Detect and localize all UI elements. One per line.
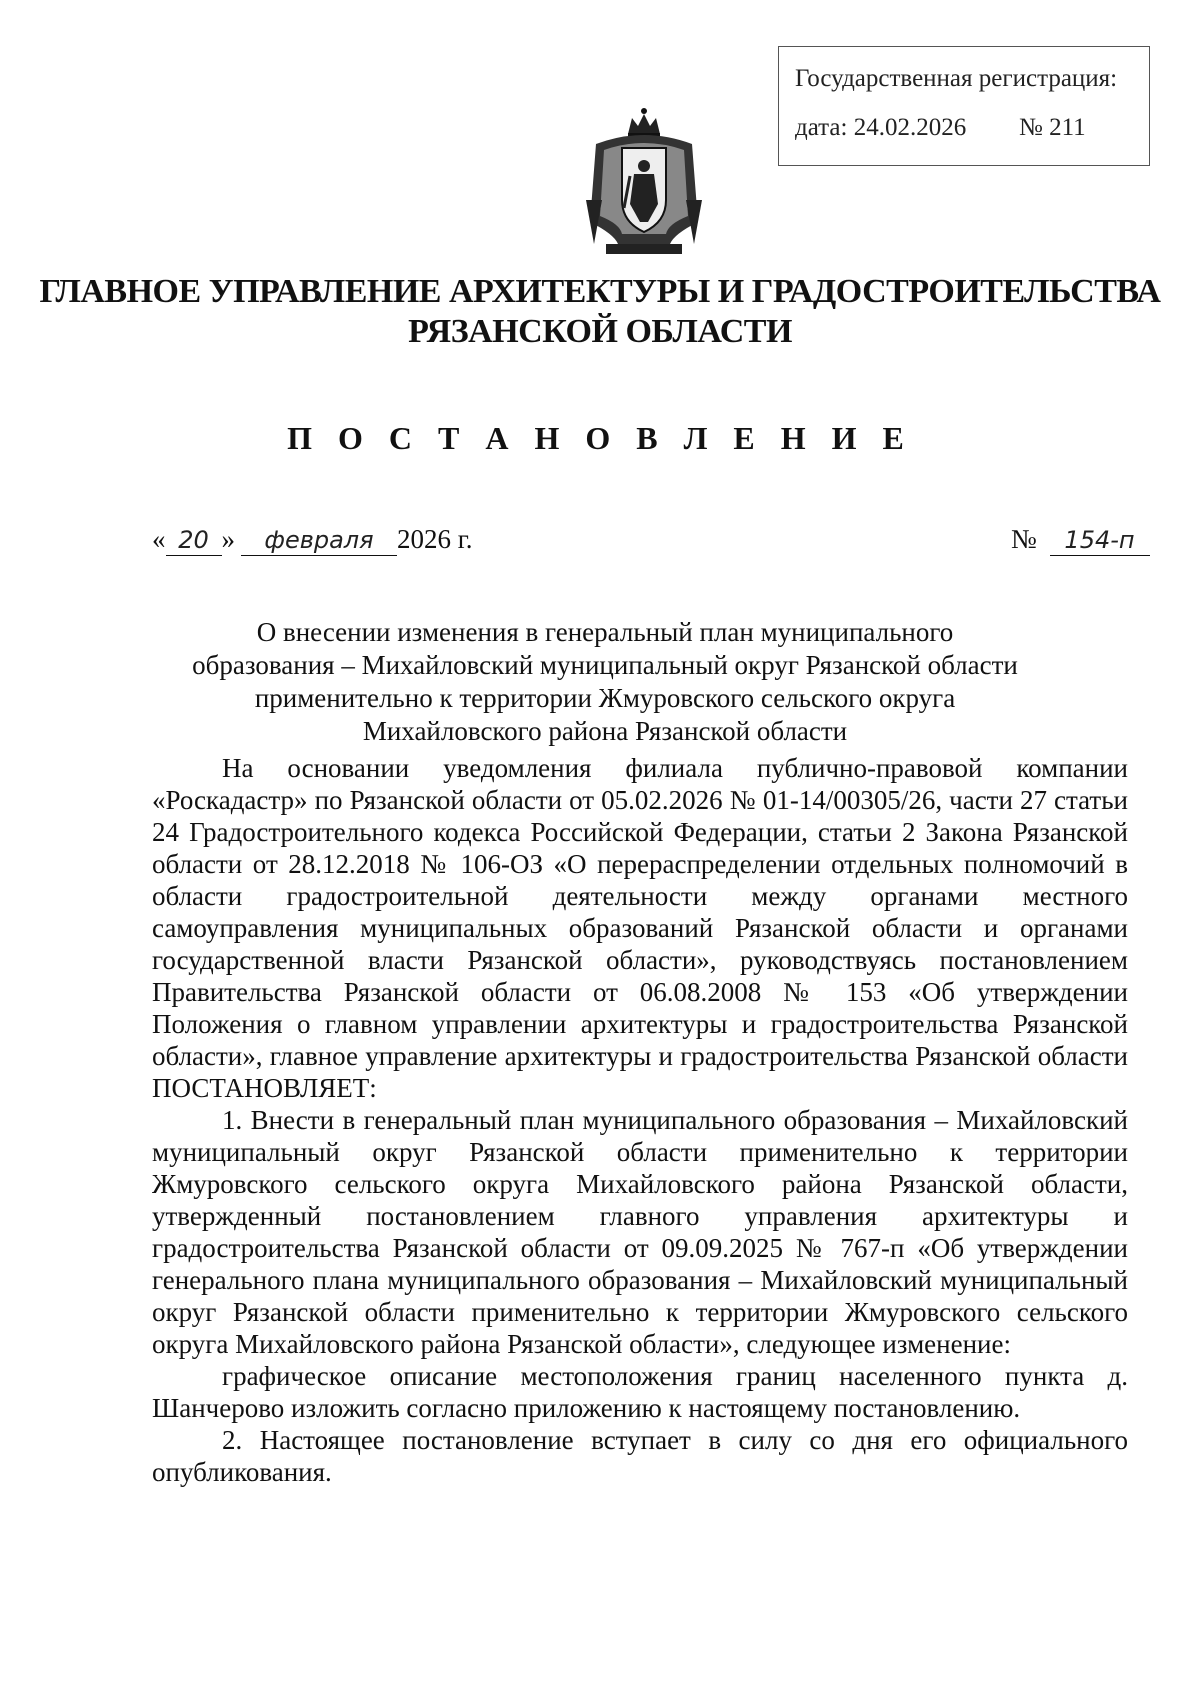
subject-line-3: применительно к территории Жмуровского сельского округа xyxy=(254,683,956,713)
organization-title xyxy=(0,272,1200,352)
body-item-2: 2. Настоящее постановление вступает в силу со дня его официального опубликования. xyxy=(152,1425,1128,1487)
date-year: 2026 г. xyxy=(397,524,473,554)
ryazan-coat-of-arms-icon xyxy=(576,104,712,262)
date-month-handwritten: февраля xyxy=(241,525,397,556)
subject-line-2: образования – Михайловский муниципальный округ Рязанской области xyxy=(192,650,1018,680)
subject-line-1: О внесении изменения в генеральный план муниципального xyxy=(256,617,954,647)
body-item-1: 1. Внести в генеральный план муниципального образования – Михайловский муниципальный округ Рязанской области применительно к территории Жмуровского сельского округа Михайловского района Рязанской области, утвержденный постановлением главного управления архитектуры и градостроительства Рязанской области от 09.09.2025 № 767-п «Об утверждении генерального плана муниципального образования – Михайловский муниципальный округ Рязанской области применительно к территории Жмуровского сельского округа Михайловского района Рязанской области», следующее изменение: xyxy=(152,1105,1128,1359)
body-item-1-detail: графическое описание местоположения границ населенного пункта д. Шанчерово изложить согласно приложению к настоящему постановлению. xyxy=(152,1361,1128,1423)
decree-body xyxy=(152,752,1128,1488)
date-open-quote: « xyxy=(152,524,166,554)
registration-heading: Государственная регистрация: xyxy=(795,65,1118,92)
body-preamble: На основании уведомления филиала публично-правовой компании «Роскадастр» по Рязанской области от 05.02.2026 № 01-14/00305/26, части 27 статьи 24 Градостроительного кодекса Российской Федерации, статьи 2 Закона Рязанской области от 28.12.2018 № 106-ОЗ «О перераспределении отдельных полномочий в области градостроительной деятельности между органами местного самоуправления муниципальных образований Рязанской области и органами государственной власти Рязанской области», руководствуясь постановлением Правительства Рязанской области от 06.08.2008 № 153 «Об утверждении Положения о главном управлении архитектуры и градостроительства Рязанской области», главное управление архитектуры и градостроительства Рязанской области ПОСТАНОВЛЯЕТ: xyxy=(152,753,1128,1103)
decree-subject xyxy=(150,616,1060,748)
subject-line-4: Михайловского района Рязанской области xyxy=(362,716,848,746)
date-close-quote: » xyxy=(221,524,235,554)
organization-line-2: РЯЗАНСКОЙ ОБЛАСТИ xyxy=(408,313,792,350)
date-day-handwritten: 20 xyxy=(166,525,222,556)
decree-number xyxy=(1011,524,1150,556)
organization-line-1: ГЛАВНОЕ УПРАВЛЕНИЕ АРХИТЕКТУРЫ И ГРАДОСТРОИТЕЛЬСТВА xyxy=(39,273,1161,310)
decree-date xyxy=(152,524,473,556)
registration-number: № 211 xyxy=(1019,114,1086,141)
registration-date: дата: 24.02.2026 xyxy=(795,114,967,141)
decree-number-label: № xyxy=(1011,524,1037,554)
decree-number-handwritten: 154-п xyxy=(1050,525,1150,556)
document-type: П О С Т А Н О В Л Е Н И Е xyxy=(287,420,913,456)
registration-stamp xyxy=(778,46,1150,166)
